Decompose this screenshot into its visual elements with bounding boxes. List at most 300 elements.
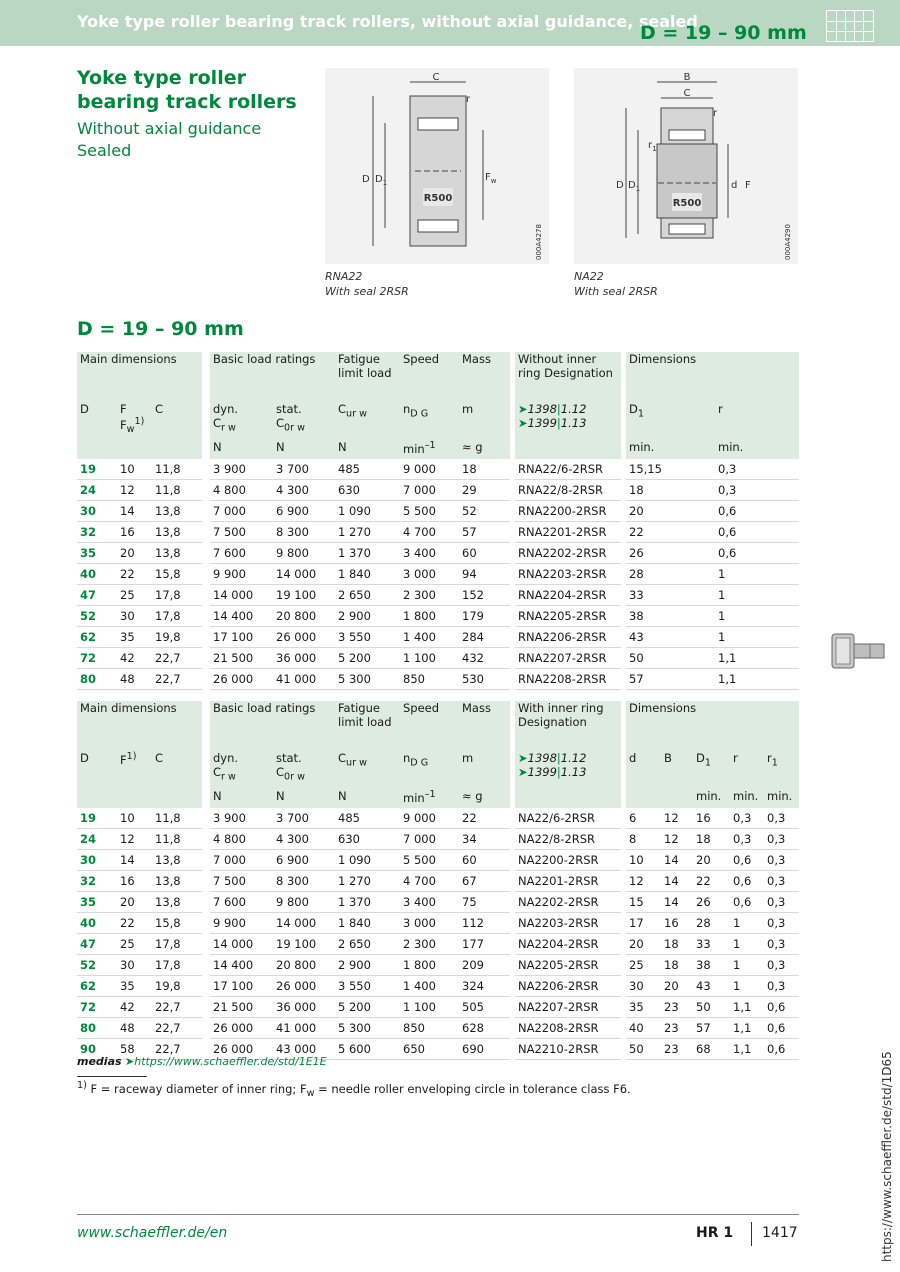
table-cell: 57 xyxy=(626,669,715,690)
na22-d1-label: $D_1$ xyxy=(628,180,641,193)
table-cell: 1 840 xyxy=(335,913,400,934)
table-na22 xyxy=(77,701,799,1060)
table-cell: 14 xyxy=(661,850,693,871)
t2-h-fatigue: Fatigue limit load xyxy=(335,701,400,751)
table-cell: 0,6 xyxy=(715,522,799,543)
table-cell: NA2204-2RSR xyxy=(515,934,621,955)
t2-u-n3: N xyxy=(335,789,400,808)
table-row xyxy=(77,501,799,522)
table-cell: 5 500 xyxy=(400,850,459,871)
t1-h-r: r xyxy=(715,402,799,440)
table-cell: 32 xyxy=(77,522,117,543)
t1-h-dims: Dimensions xyxy=(626,352,799,402)
t2-u-g: ≈ g xyxy=(459,789,510,808)
table-cell: 48 xyxy=(117,1018,152,1039)
table-cell: 30 xyxy=(117,955,152,976)
table-cell: 20 xyxy=(626,501,715,522)
t2-u-min3: min. xyxy=(764,789,799,808)
drawing-na22 xyxy=(574,68,798,264)
table-cell: 23 xyxy=(661,1039,693,1060)
t2-u-n2: N xyxy=(273,789,335,808)
table-cell: RNA2205-2RSR xyxy=(515,606,621,627)
table-cell: 3 700 xyxy=(273,459,335,480)
table-cell: 19,8 xyxy=(152,976,202,997)
table-cell: 14 400 xyxy=(210,606,273,627)
table-row xyxy=(77,955,799,976)
t2-h-speed: Speed xyxy=(400,701,459,751)
t2-h-curw: $C_{ur w}$ xyxy=(335,751,400,789)
t1-h-curw: $C_{ur w}$ xyxy=(335,402,400,440)
table-grid-icon xyxy=(826,10,874,42)
table-cell: 19 xyxy=(77,459,117,480)
table-cell: 0,6 xyxy=(764,997,799,1018)
table-cell: 0,3 xyxy=(764,913,799,934)
table-cell: 68 xyxy=(693,1039,730,1060)
table-cell: 18 xyxy=(459,459,510,480)
t1-u-n3: N xyxy=(335,440,400,459)
table-cell: 7 000 xyxy=(210,850,273,871)
table-cell: 690 xyxy=(459,1039,510,1060)
table-cell: 42 xyxy=(117,648,152,669)
table-row xyxy=(77,585,799,606)
table-cell: 20 xyxy=(117,543,152,564)
table-cell: 5 200 xyxy=(335,997,400,1018)
table-cell: 2 650 xyxy=(335,585,400,606)
product-title: Yoke type roller bearing track rollers xyxy=(77,67,297,113)
footer-page-number: 1417 xyxy=(762,1225,798,1241)
table-cell: NA2206-2RSR xyxy=(515,976,621,997)
table-cell: 485 xyxy=(335,459,400,480)
table-row xyxy=(77,913,799,934)
table-cell: 3 550 xyxy=(335,976,400,997)
table-cell: 14 000 xyxy=(210,934,273,955)
header-range: D = 19 – 90 mm xyxy=(640,22,807,44)
table-cell: 22,7 xyxy=(152,997,202,1018)
table-cell: 14 000 xyxy=(273,564,335,585)
table-cell: 1,1 xyxy=(730,1018,764,1039)
table-cell: 19,8 xyxy=(152,627,202,648)
table-cell: 94 xyxy=(459,564,510,585)
table-cell: 38 xyxy=(693,955,730,976)
table-cell: 17,8 xyxy=(152,606,202,627)
drawing-rna22-svg xyxy=(325,68,549,264)
table-cell: 35 xyxy=(77,892,117,913)
table-cell: 2 900 xyxy=(335,955,400,976)
t1-h-mass: Mass xyxy=(459,352,510,402)
table-cell: 1,1 xyxy=(715,669,799,690)
table-cell: 7 600 xyxy=(210,543,273,564)
table-cell: 1 100 xyxy=(400,648,459,669)
table-cell: 14 xyxy=(117,850,152,871)
table-cell: 42 xyxy=(117,997,152,1018)
table-cell: 4 800 xyxy=(210,480,273,501)
t1-h-basic: Basic load ratings xyxy=(210,352,335,402)
medias-link[interactable]: medias ➤https://www.schaeffler.de/std/1E1E xyxy=(77,1055,327,1068)
table-cell: 2 650 xyxy=(335,934,400,955)
table-cell: 15,8 xyxy=(152,564,202,585)
table-cell: 75 xyxy=(459,892,510,913)
table-cell: 67 xyxy=(459,871,510,892)
table-cell: NA22/8-2RSR xyxy=(515,829,621,850)
table-cell: NA2201-2RSR xyxy=(515,871,621,892)
t2-u-min2: min. xyxy=(730,789,764,808)
na22-r-label: r xyxy=(713,108,718,119)
table-cell: 0,3 xyxy=(764,934,799,955)
table-cell: 72 xyxy=(77,997,117,1018)
table-row xyxy=(77,543,799,564)
table-cell: 5 300 xyxy=(335,1018,400,1039)
table-cell: 25 xyxy=(117,934,152,955)
table-cell: 35 xyxy=(626,997,661,1018)
table-cell: 12 xyxy=(661,829,693,850)
table-cell: 9 900 xyxy=(210,913,273,934)
table-cell: 850 xyxy=(400,669,459,690)
table-cell: 9 000 xyxy=(400,459,459,480)
table-cell: 18 xyxy=(661,955,693,976)
table-cell: 48 xyxy=(117,669,152,690)
table-cell: 505 xyxy=(459,997,510,1018)
table-cell: RNA2203-2RSR xyxy=(515,564,621,585)
t2-h-dims: Dimensions xyxy=(626,701,799,751)
t1-u-g: ≈ g xyxy=(459,440,510,459)
t2-u-min: $\min^{-1}$ xyxy=(400,789,459,808)
table-cell: 80 xyxy=(77,669,117,690)
t2-h-ndg: $n_{D G}$ xyxy=(400,751,459,789)
t2-h-dyn: dyn. $C_{r w}$ xyxy=(210,751,273,789)
table-cell: 1 370 xyxy=(335,543,400,564)
table-cell: 43 xyxy=(626,627,715,648)
table-cell: 0,6 xyxy=(764,1018,799,1039)
table-cell: 9 000 xyxy=(400,808,459,829)
footnote-rule xyxy=(77,1076,147,1077)
t1-u-min: $\min^{-1}$ xyxy=(400,440,459,459)
table-cell: 26 000 xyxy=(273,976,335,997)
table-cell: 2 900 xyxy=(335,606,400,627)
table-cell: 34 xyxy=(459,829,510,850)
side-url[interactable]: https://www.schaeffler.de/std/1D65 xyxy=(880,1051,894,1262)
footnote: $^{1)}$ F = raceway diameter of inner ring; $F_w$ = needle roller enveloping circle in tolerance class F6. xyxy=(77,1080,631,1100)
footer-section: HR 1 xyxy=(696,1225,734,1241)
t1-h-main: Main dimensions xyxy=(77,352,202,402)
table-cell: 40 xyxy=(626,1018,661,1039)
table-cell: 7 000 xyxy=(210,501,273,522)
table-row xyxy=(77,459,799,480)
table-cell: 18 xyxy=(626,480,715,501)
table-cell: 20 800 xyxy=(273,955,335,976)
table-cell: 11,8 xyxy=(152,808,202,829)
t2-h-D: D xyxy=(77,751,117,789)
caption-na22-seal: With seal 2RSR xyxy=(574,285,658,298)
table-cell: 60 xyxy=(459,850,510,871)
table-cell: 90 xyxy=(77,1039,117,1060)
table-cell: 8 300 xyxy=(273,522,335,543)
table-cell: 23 xyxy=(661,1018,693,1039)
table-cell: 432 xyxy=(459,648,510,669)
table-cell: 28 xyxy=(693,913,730,934)
table-row xyxy=(77,522,799,543)
table-cell: 17,8 xyxy=(152,934,202,955)
table-cell: 22,7 xyxy=(152,1039,202,1060)
table-cell: 0,3 xyxy=(715,459,799,480)
table-row xyxy=(77,669,799,690)
footer-url[interactable]: www.schaeffler.de/en xyxy=(77,1225,228,1241)
table-cell: 32 xyxy=(77,871,117,892)
table-cell: 5 300 xyxy=(335,669,400,690)
table-cell: 62 xyxy=(77,976,117,997)
table-cell: 17 100 xyxy=(210,627,273,648)
table-cell: 10 xyxy=(117,459,152,480)
table-cell: 1 090 xyxy=(335,850,400,871)
t2-h-F: $F^{1)}$ xyxy=(117,751,152,789)
product-subtitle-2: Sealed xyxy=(77,141,132,160)
na22-d-label: D xyxy=(616,180,624,191)
table-cell: 12 xyxy=(117,829,152,850)
table-cell: 26 xyxy=(626,543,715,564)
table-cell: 0,3 xyxy=(764,892,799,913)
na22-c-label: C xyxy=(683,88,691,99)
na22-small-d-label: d xyxy=(731,180,738,191)
table-cell: 12 xyxy=(117,480,152,501)
table-row xyxy=(77,808,799,829)
table-cell: 13,8 xyxy=(152,871,202,892)
table-cell: 25 xyxy=(117,585,152,606)
track-roller-thumbnail xyxy=(830,632,886,670)
t2-h-main: Main dimensions xyxy=(77,701,202,751)
table-cell: 35 xyxy=(77,543,117,564)
table-cell: RNA22/8-2RSR xyxy=(515,480,621,501)
table-cell: RNA2208-2RSR xyxy=(515,669,621,690)
table-cell: 14 000 xyxy=(210,585,273,606)
table-cell: RNA2200-2RSR xyxy=(515,501,621,522)
t2-h-d: d xyxy=(626,751,661,789)
table-cell: 3 400 xyxy=(400,892,459,913)
table-cell: 5 200 xyxy=(335,648,400,669)
table-cell: 20 xyxy=(626,934,661,955)
table-cell: 13,8 xyxy=(152,522,202,543)
table-cell: 20 xyxy=(693,850,730,871)
table-cell: 7 600 xyxy=(210,892,273,913)
table-cell: NA2205-2RSR xyxy=(515,955,621,976)
table-cell: 22 xyxy=(117,913,152,934)
table-cell: 15,15 xyxy=(626,459,715,480)
table-cell: 7 500 xyxy=(210,871,273,892)
drawing-rna22 xyxy=(325,68,549,264)
t1-u-n1: N xyxy=(210,440,273,459)
header-title: Yoke type roller bearing track rollers, without axial guidance, sealed xyxy=(77,12,698,31)
table-cell: NA2208-2RSR xyxy=(515,1018,621,1039)
table-cell: 13,8 xyxy=(152,850,202,871)
table-cell: 22,7 xyxy=(152,648,202,669)
table-cell: 112 xyxy=(459,913,510,934)
table-cell: 21 500 xyxy=(210,648,273,669)
table-cell: 650 xyxy=(400,1039,459,1060)
table-cell: 19 xyxy=(77,808,117,829)
footer-divider xyxy=(751,1222,752,1246)
table-cell: 72 xyxy=(77,648,117,669)
table-cell: 23 xyxy=(661,997,693,1018)
table-cell: 22 xyxy=(626,522,715,543)
table-row xyxy=(77,892,799,913)
table-row xyxy=(77,480,799,501)
table-row xyxy=(77,829,799,850)
table-cell: 25 xyxy=(626,955,661,976)
table-cell: 43 000 xyxy=(273,1039,335,1060)
table-cell: 1 800 xyxy=(400,955,459,976)
t2-h-B: B xyxy=(661,751,693,789)
caption-rna22-seal: With seal 2RSR xyxy=(325,285,409,298)
table-cell: 13,8 xyxy=(152,501,202,522)
table-cell: 20 800 xyxy=(273,606,335,627)
t1-u-n2: N xyxy=(273,440,335,459)
table-cell: 30 xyxy=(626,976,661,997)
table-cell: 6 xyxy=(626,808,661,829)
table-cell: 13,8 xyxy=(152,892,202,913)
table-cell: 0,6 xyxy=(764,1039,799,1060)
table-cell: 1 xyxy=(730,913,764,934)
rna22-d1-label: $D_1$ xyxy=(375,174,388,187)
table-row xyxy=(77,1018,799,1039)
table-cell: 13,8 xyxy=(152,543,202,564)
table-cell: 20 xyxy=(117,892,152,913)
table-cell: 6 900 xyxy=(273,501,335,522)
table-cell: 16 xyxy=(661,913,693,934)
table-cell: 57 xyxy=(693,1018,730,1039)
table-cell: 4 800 xyxy=(210,829,273,850)
table-cell: 62 xyxy=(77,627,117,648)
rna22-r500: R500 xyxy=(423,193,453,204)
table-cell: 20 xyxy=(661,976,693,997)
t2-h-D1: $D_1$ xyxy=(693,751,730,789)
t2-u-min1: min. xyxy=(693,789,730,808)
na22-code: 000A4290 xyxy=(784,224,792,260)
t2-h-basic: Basic load ratings xyxy=(210,701,335,751)
table-cell: 12 xyxy=(626,871,661,892)
table-cell: 3 900 xyxy=(210,808,273,829)
product-subtitle xyxy=(77,118,261,162)
table-cell: NA2207-2RSR xyxy=(515,997,621,1018)
table-cell: 209 xyxy=(459,955,510,976)
table-cell: 4 700 xyxy=(400,871,459,892)
table-cell: 18 xyxy=(693,829,730,850)
table-cell: 0,3 xyxy=(764,871,799,892)
table-cell: NA2200-2RSR xyxy=(515,850,621,871)
table-cell: 28 xyxy=(626,564,715,585)
table-cell: 22 xyxy=(693,871,730,892)
table-cell: 14 400 xyxy=(210,955,273,976)
table-cell: 18 xyxy=(661,934,693,955)
table-row xyxy=(77,627,799,648)
na22-r1-label: $r_1$ xyxy=(648,140,657,153)
table-cell: 36 000 xyxy=(273,648,335,669)
caption-rna22 xyxy=(325,269,409,299)
t1-u-min2: min. xyxy=(715,440,799,459)
t1-h-desig: Without inner ring Designation xyxy=(515,352,621,402)
table-cell: 58 xyxy=(117,1039,152,1060)
table-cell: 1 xyxy=(715,606,799,627)
table-cell: 152 xyxy=(459,585,510,606)
table-cell: 3 900 xyxy=(210,459,273,480)
table-cell: 7 500 xyxy=(210,522,273,543)
t2-h-m: m xyxy=(459,751,510,789)
table-cell: 0,3 xyxy=(764,829,799,850)
table-cell: 3 700 xyxy=(273,808,335,829)
table-cell: 3 400 xyxy=(400,543,459,564)
table-cell: NA2202-2RSR xyxy=(515,892,621,913)
t1-u-min1: min. xyxy=(626,440,715,459)
table-cell: 52 xyxy=(77,606,117,627)
table-cell: 40 xyxy=(77,564,117,585)
table-cell: 15,8 xyxy=(152,913,202,934)
table-row xyxy=(77,648,799,669)
footer-rule xyxy=(77,1214,799,1215)
table-cell: 630 xyxy=(335,829,400,850)
table-cell: 15 xyxy=(626,892,661,913)
table-cell: 24 xyxy=(77,480,117,501)
table-cell: 1 090 xyxy=(335,501,400,522)
table-cell: 26 000 xyxy=(210,1018,273,1039)
table-row xyxy=(77,934,799,955)
table-cell: 26 000 xyxy=(210,669,273,690)
drawing-na22-svg xyxy=(574,68,798,264)
table-cell: 22 xyxy=(117,564,152,585)
na22-f-label: F xyxy=(745,180,751,191)
table-cell: 26 000 xyxy=(210,1039,273,1060)
na22-b-label: B xyxy=(683,72,691,83)
table-cell: 11,8 xyxy=(152,480,202,501)
table-cell: 1 840 xyxy=(335,564,400,585)
t1-h-speed: Speed xyxy=(400,352,459,402)
table-cell: 47 xyxy=(77,934,117,955)
table-cell: 9 900 xyxy=(210,564,273,585)
table-cell: 9 800 xyxy=(273,543,335,564)
table-cell: 0,3 xyxy=(764,976,799,997)
table-cell: 284 xyxy=(459,627,510,648)
table-cell: 16 xyxy=(693,808,730,829)
table-cell: 0,3 xyxy=(715,480,799,501)
table-cell: 19 100 xyxy=(273,934,335,955)
table-cell: 16 xyxy=(117,522,152,543)
table-cell: 26 xyxy=(693,892,730,913)
table-cell: 57 xyxy=(459,522,510,543)
t2-h-C: C xyxy=(152,751,202,789)
caption-rna22-model: RNA22 xyxy=(325,270,363,283)
table-cell: 7 000 xyxy=(400,480,459,501)
table-cell: 50 xyxy=(693,997,730,1018)
t2-h-r: r xyxy=(730,751,764,789)
table-cell: 38 xyxy=(626,606,715,627)
table-cell: 1,1 xyxy=(730,997,764,1018)
table-cell: NA2210-2RSR xyxy=(515,1039,621,1060)
rna22-r-label: r xyxy=(466,94,471,105)
table-cell: 8 xyxy=(626,829,661,850)
table-cell: 1,1 xyxy=(730,1039,764,1060)
table-cell: 12 xyxy=(661,808,693,829)
table-cell: 17 100 xyxy=(210,976,273,997)
table-cell: 4 300 xyxy=(273,480,335,501)
table-cell: 485 xyxy=(335,808,400,829)
table-cell: 2 300 xyxy=(400,934,459,955)
table-cell: 179 xyxy=(459,606,510,627)
table-cell: 29 xyxy=(459,480,510,501)
table-cell: 33 xyxy=(693,934,730,955)
table-cell: 7 000 xyxy=(400,829,459,850)
table-cell: 35 xyxy=(117,627,152,648)
t2-h-mass: Mass xyxy=(459,701,510,751)
table-cell: 1 xyxy=(730,934,764,955)
table-cell: 43 xyxy=(693,976,730,997)
table-cell: 850 xyxy=(400,1018,459,1039)
table-cell: 0,3 xyxy=(764,808,799,829)
